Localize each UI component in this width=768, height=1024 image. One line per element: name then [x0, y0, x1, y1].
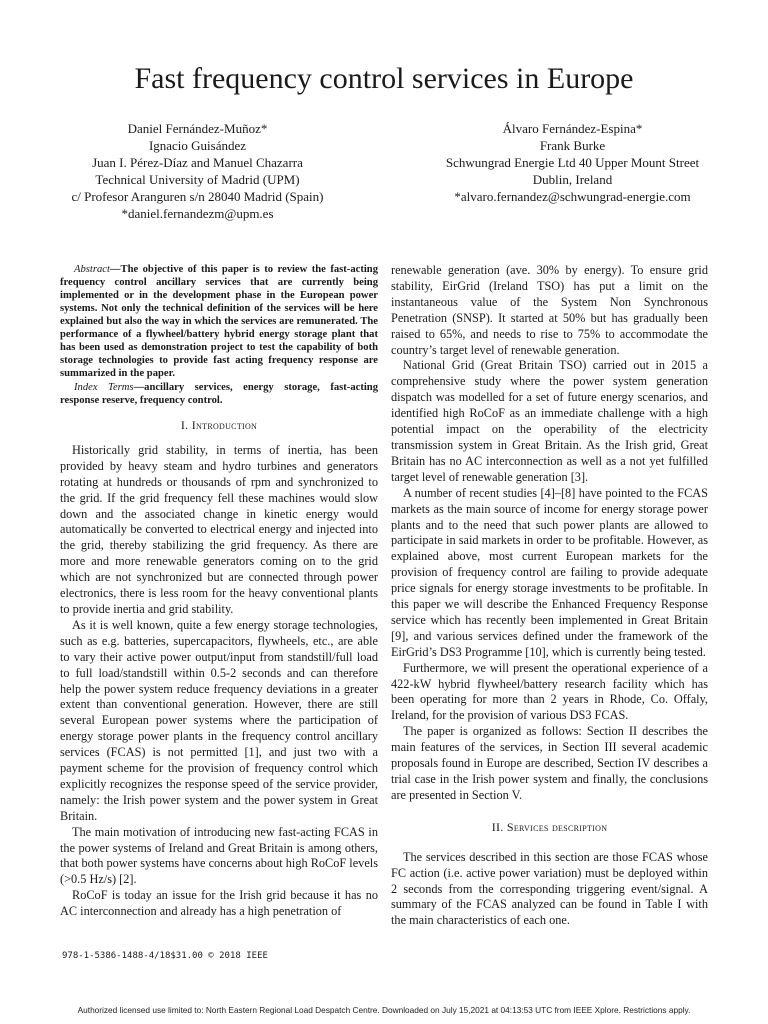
paragraph: The main motivation of introducing new fast-acting FCAS in the power systems of Ireland and Great Britain is among others, that both power systems have concerns about high RoCoF levels (>0.5 Hz/s) [2]. [60, 824, 378, 887]
author-line: Daniel Fernández-Muñoz* [127, 121, 268, 136]
author-line: Juan I. Pérez-Díaz and Manuel Chazarra [92, 155, 303, 170]
paragraph: RoCoF is today an issue for the Irish grid because it has no AC interconnection and already has a high penetration of [60, 888, 378, 919]
author-block-right [395, 120, 750, 205]
paragraph: As it is well known, quite a few energy storage technologies, such as e.g. batteries, supercapacitors, flywheels, etc., are able to vary their active power output/input from standstill/full load to full load/standstill within 0.5-2 seconds and can therefore help the power system reduce frequency deviations in a greater extent than conventional generation. However, there are still several European power systems where the participation of energy storage power plants in the frequency control ancillary services (FCAS) is not permitted [1], and just two with a payment scheme for the provision of frequency control which explicitly recognizes the response speed of the service provider, namely: the Irish power system and the power system in Great Britain. [60, 617, 378, 823]
affiliation-line: Technical University of Madrid (UPM) [95, 172, 300, 187]
affiliation-line: c/ Profesor Aranguren s/n 28040 Madrid (Spain) [71, 189, 324, 204]
paragraph: The services described in this section are those FCAS whose FC action (i.e. active power variation) must be deployed within 2 seconds from the corresponding triggering event/signal. A summary of the FCAS analyzed can be found in Table I with the main characteristics of each one. [391, 849, 708, 928]
paragraph: A number of recent studies [4]–[8] have pointed to the FCAS markets as the main source of income for energy storage power plants and to the need that such power plants are allowed to participate in said markets in order to be profitable. However, as explained above, most current European markets for the provision of frequency control are failing to provide adequate price signals for energy storage investments to be profitable. In this paper we will describe the Enhanced Frequency Response service which has recently been implemented in Great Britain [9], and various services defined under the framework of the EirGrid’s DS3 Programme [10], which is currently being tested. [391, 485, 708, 659]
paragraph: Historically grid stability, in terms of inertia, has been provided by heavy steam and hydro turbines and generators rotating at hundreds or thousands of rpm and synchronized to the grid. If the grid frequency fell these machines would slow down and the associated change in kinetic energy would automatically be converted to electrical energy and injected into the grid, thereby stabilizing the grid frequency. As there are more and more renewable generators coming on to the grid which are not synchronized but are connected through power electronics, there is less room for the heavy conventional plants to provide inertia and grid stability. [60, 442, 378, 616]
author-line: Ignacio Guisández [148, 138, 247, 153]
index-terms [60, 381, 378, 407]
paragraph: The paper is organized as follows: Section II describes the main features of the services, in Section III several academic proposals found in Europe are described, Section IV describes a trial case in the Irish power system and finally, the conclusions are presented in Section V. [391, 724, 708, 802]
section-heading-services: II. Services description [491, 819, 608, 834]
copyright-footer: 978-1-5386-1488-4/18$31.00 © 2018 IEEE [62, 951, 268, 961]
index-terms-lead: Index Terms [74, 382, 134, 393]
author-line: Frank Burke [539, 138, 606, 153]
author-block-left [30, 120, 365, 222]
abstract-lead: Abstract [74, 264, 110, 275]
author-email: *daniel.fernandezm@upm.es [121, 206, 274, 221]
paragraph: renewable generation (ave. 30% by energy). To ensure grid stability, EirGrid (Ireland TSO) has put a limit on the instantaneous value of the System Non Synchronous Penetration (SNSP). It started at 50% but has gradually been raised to 65%, and needs to rise to 75% to accommodate the country’s target level of renewable generation. [391, 263, 708, 357]
index-terms-text: —ancillary services, energy storage, fast-acting response reserve, frequency control. [60, 382, 378, 406]
author-email: *alvaro.fernandez@schwungrad-energie.com [454, 189, 691, 204]
license-notice: Authorized licensed use limited to: North Eastern Regional Load Despatch Centre. Downloaded on July 15,2021 at 04:13:53 UTC from IEEE Xplore. Restrictions apply. [77, 1005, 691, 1015]
left-column [60, 263, 378, 920]
paper-title: Fast frequency control services in Europe [134, 62, 634, 95]
author-line: Álvaro Fernández-Espina* [502, 121, 643, 136]
abstract-text: —The objective of this paper is to review the fast-acting frequency control ancillary services that are currently being implemented or in the development phase in the European power systems. Not only the technical definition of the services will be here explained but also the way in which the services are remunerated. The performance of a flywheel/battery hybrid energy storage plant that has been used as demonstration project to test the capability of both storage technologies to provide fast acting frequency response are summarized in the paper. [60, 264, 378, 379]
paragraph: Furthermore, we will present the operational experience of a 422-kW hybrid flywheel/battery research facility which has been operating for more than 2 years in Rhode, Co. Offaly, Ireland, for the provision of various DS3 FCAS. [391, 660, 708, 723]
affiliation-line: Dublin, Ireland [532, 172, 613, 187]
right-column [391, 263, 708, 929]
abstract [60, 263, 378, 380]
section-heading-introduction: I. Introduction [180, 418, 258, 432]
paragraph: National Grid (Great Britain TSO) carried out in 2015 a comprehensive study where the power system generation dispatch was modelled for a set of future energy scenarios, and identified high RoCoF as an immediate challenge with a high potential impact on the operability of the electricity transmission system in Great Britain. As the Irish grid, Great Britain has no AC interconnection as well as a not yet fulfilled target level of renewable generation [3]. [391, 358, 708, 484]
affiliation-line: Schwungrad Energie Ltd 40 Upper Mount Street [445, 155, 700, 170]
